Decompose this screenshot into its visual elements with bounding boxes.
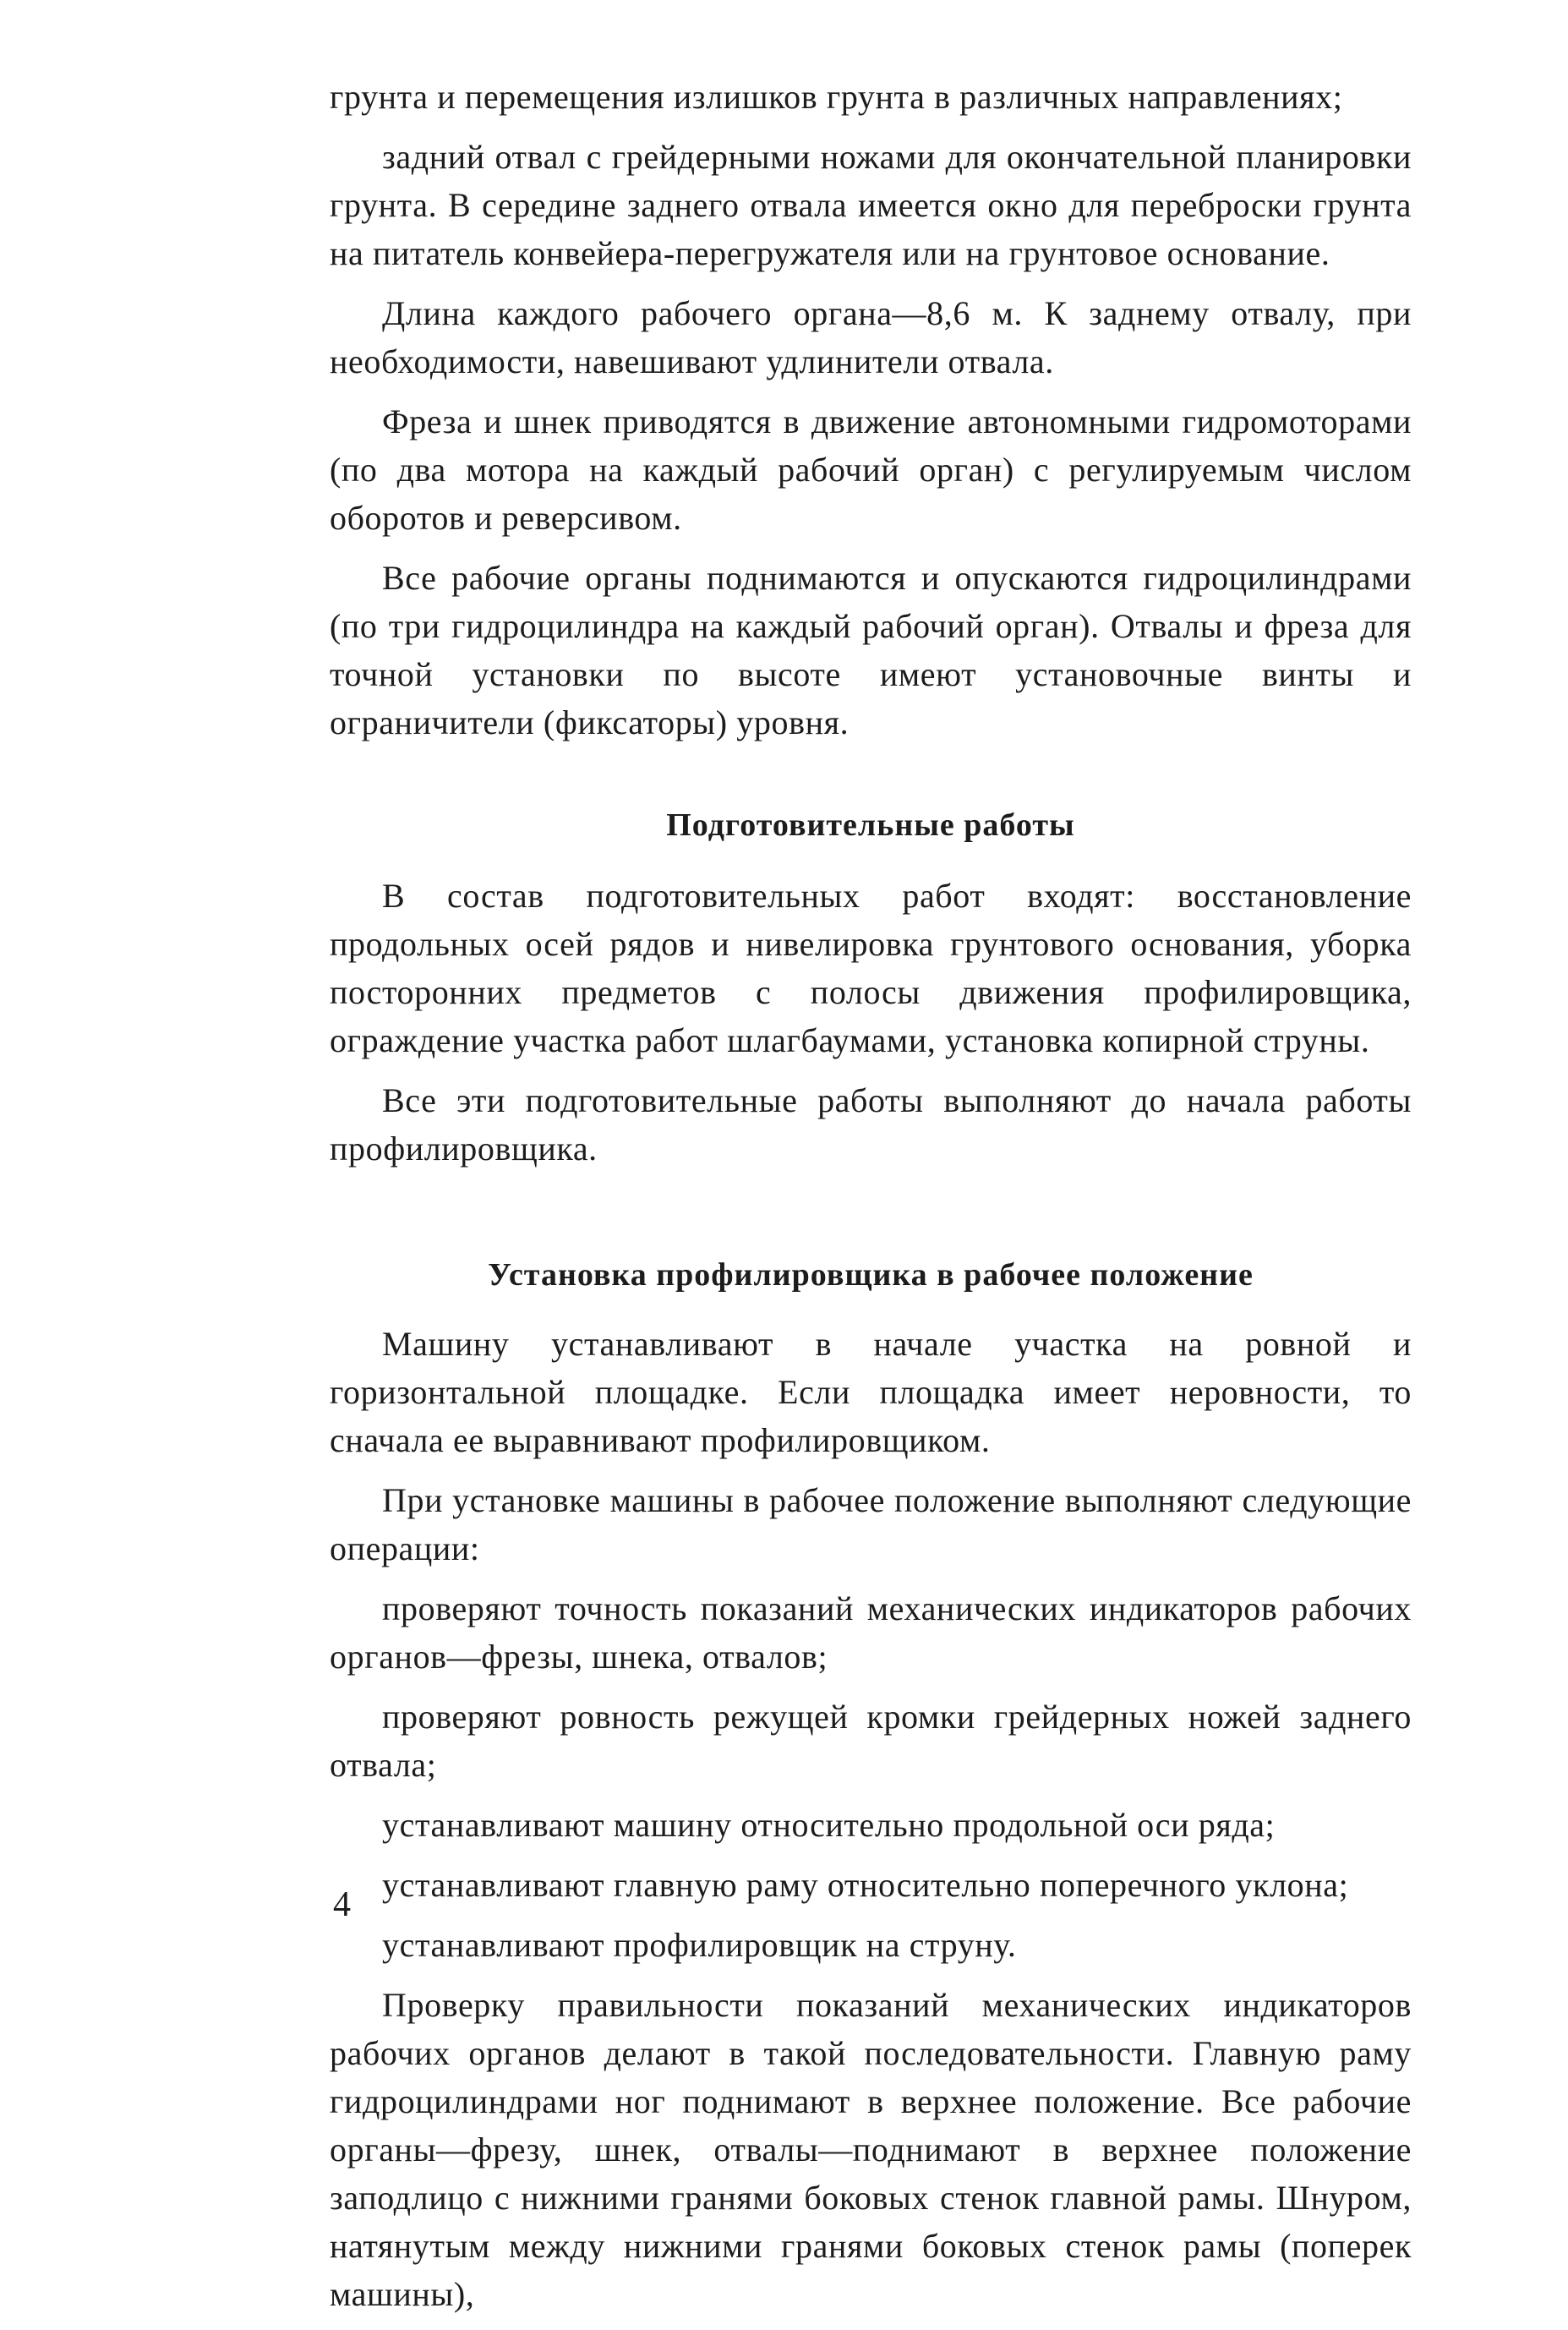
paragraph: В состав подготовительных работ входят: восстановление продольных осей рядов и нивелировка грунтового основания, уборка посторонних предметов с полосы движения профилировщика, ограждение участка работ шлагбаумами, установка копирной струны. — [330, 877, 1412, 1059]
paragraph: Длина каждого рабочего органа—8,6 м. К заднему отвалу, при необходимости, навешивают удлинители отвала. — [330, 294, 1412, 380]
paragraph: При установке машины в рабочее положение выполняют следующие операции: — [330, 1481, 1412, 1567]
paragraph: Проверку правильности показаний механических индикаторов рабочих органов делают в такой последовательности. Главную раму гидроцилиндрами ног поднимают в верхнее положение. Все рабочие органы—фрезу, шнек, отвалы—поднимают в верхнее положение заподлицо с нижними гранями боковых стенок главной рамы. Шнуром, натянутым между нижними гранями боковых стенок рамы (поперек машины), — [330, 1986, 1412, 2313]
list-item: проверяют ровность режущей кромки грейдерных ножей заднего отвала; — [330, 1698, 1412, 1784]
page-text — [330, 73, 1412, 2330]
list-item: устанавливают профилировщик на струну. — [382, 1926, 1017, 1964]
section-heading-preparatory-works: Подготовительные работы — [666, 807, 1075, 843]
paragraph: грунта и перемещения излишков грунта в различных направлениях; — [330, 78, 1343, 116]
paragraph: Фреза и шнек приводятся в движение автономными гидромоторами (по два мотора на каждый рабочий орган) с регулируемым числом оборотов и реверсивом. — [330, 402, 1412, 537]
paragraph: Все эти подготовительные работы выполняют до начала работы профилировщика. — [330, 1081, 1412, 1168]
paragraph: задний отвал с грейдерными ножами для окончательной планировки грунта. В середине заднего отвала имеется окно для переброски грунта на питатель конвейера-перегружателя или на грунтовое основание. — [330, 138, 1412, 272]
section-heading-machine-setup: Установка профилировщика в рабочее положение — [488, 1257, 1254, 1293]
page-number: 4 — [333, 1885, 351, 1924]
list-item: устанавливают машину относительно продольной оси ряда; — [382, 1806, 1276, 1844]
list-item: устанавливают главную раму относительно поперечного уклона; — [382, 1866, 1349, 1904]
paragraph: Все рабочие органы поднимаются и опускаются гидроцилиндрами (по три гидроцилиндра на каждый рабочий орган). Отвалы и фреза для точной установки по высоте имеют установочные винты и ограничители (фиксаторы) уровня. — [330, 559, 1412, 741]
paragraph: Машину устанавливают в начале участка на ровной и горизонтальной площадке. Если площадка имеет неровности, то сначала ее выравнивают профилировщиком. — [330, 1325, 1412, 1459]
list-item: проверяют точность показаний механических индикаторов рабочих органов—фрезы, шнека, отвалов; — [330, 1589, 1412, 1676]
